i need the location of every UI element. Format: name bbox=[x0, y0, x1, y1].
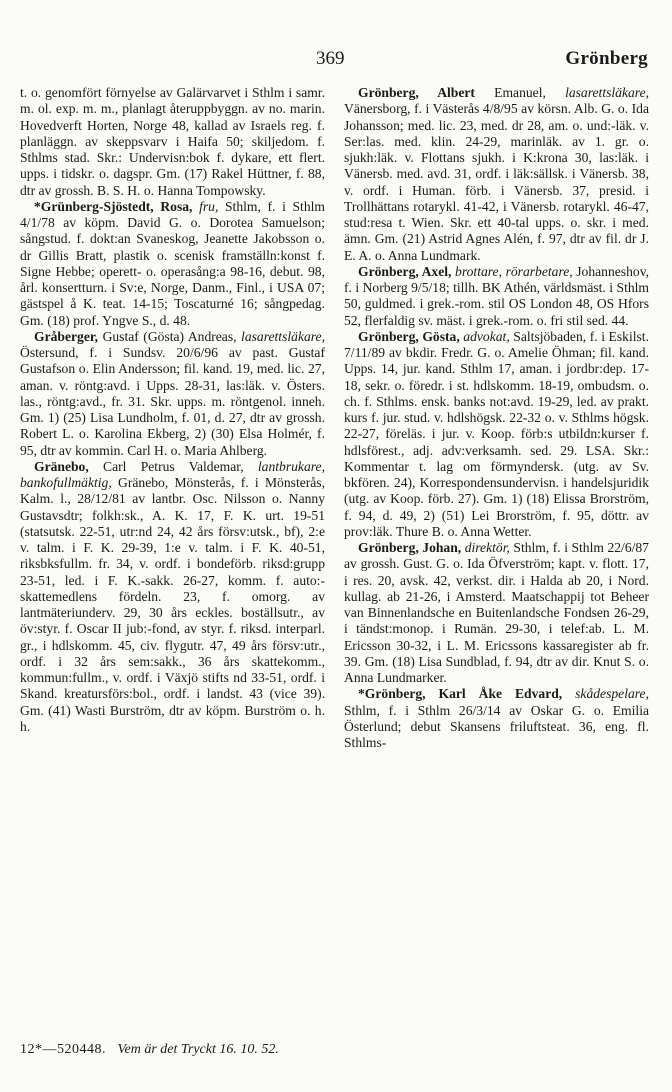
entry-given-names: Gustaf (Gösta) Andreas, bbox=[102, 328, 237, 344]
entry-name: Grönberg, Johan, bbox=[358, 540, 462, 555]
printer-signature: 12*—520448. bbox=[20, 1042, 106, 1057]
continuation-text: t. o. genomfört förnyelse av Galärvarvet i Sthlm i samr. m. ol. exp. m. m., planlagt återuppbyggn. av no. marin. Hovedverft Horten, Norge 48, kallad av Israels reg. f. planläggn. av skeppsvarv i Haifa 50; skiljedom. f. Sthlms stad. Skr.: Undervisn:bok f. dykare, ett flert. upps. i tidskr. o. dagspr. Gm. (17) Rakel Hüttner, f. 88, dtr av grossh. B. S. H. o. Hanna Tompowsky. bbox=[20, 85, 325, 198]
running-head: Grönberg bbox=[565, 48, 648, 69]
page-header bbox=[20, 48, 648, 72]
left-column bbox=[20, 85, 325, 735]
print-note: Vem är det Tryckt 16. 10. 52. bbox=[117, 1042, 279, 1057]
entry-granebo bbox=[20, 459, 325, 735]
entry-gronberg-gosta bbox=[344, 329, 649, 540]
entry-gronberg-albert bbox=[344, 85, 649, 264]
entry-gronberg-karl bbox=[344, 686, 649, 751]
entry-text: Johanneshov, f. i Norberg 9/5/18; tillh. BK Athén, världsmäst. i Sthlm 50, guldmed. i grek.-rom. stil OS London 48, OS Hfors 52, flerfaldig sv. mäst. i grek.-rom. o. fri stil sed. 44. bbox=[344, 263, 650, 328]
entry-name: Gråberger, bbox=[34, 328, 99, 344]
entry-title: lantbrukare, bankofullmäktig, bbox=[20, 458, 325, 490]
entry-title: lasarettsläkare, bbox=[241, 328, 325, 344]
entry-text: Sthlm, f. i Sthlm 4/1/78 av köpm. David G. o. Dorotea Samuelson; sångstud. f. dokt:an Svaneskog, Jeanette Jakobsson o. dr Gillis Bratt, plastik o. scenisk framställn:konst f. Signe Hebbe; operett- o. operasång:a 98-16, debut. 98, årl. konsertturn. i Sv:e, Norge, Danm., Finl., i USA 07; gästspel å K. teat. 14-15; Toscaturné 16; sångpedag. Gm. (18) prof. Yngve S., d. 48. bbox=[20, 198, 325, 328]
entry-name: *Grünberg-Sjöstedt, Rosa, bbox=[34, 198, 193, 214]
entry-text: Gränebo, Mönsterås, f. i Mönsterås, Kalm. l., 28/12/81 av lantbr. Osc. Nilsson o. Nanny Gustavsdtr; folkh:sk., A. K. 17, F. K. urt. 19-51 (statsutsk. 22-51, utr:nd 24, 42 års försv:utsk., bf), 2:e v. talm. i F. K. 29-39, 1:e v. talm. i F. K. 40-51, riksbksfullm. fr. 34, v. ordf. i bondeförb. riksd:grupp 23-51, led. i F. K.-sakk. 26-27, komm. f. auto:-skattemedlens fördeln. 23, f. omorg. av lantmäteriunderv. 29, 30 års eckles. boställsutr., av öv:styr. f. Oscar II jub:-fond, av styr. f. riksd. interparl. gr., i hdlskomm. 45, civ. flygutr. 47, 49 års försv:utr., ordf. i 32 års sem:sakk., 36 års skattekomm., kommun:fullm., v. ordf. i Växjö stifts nd 33-51, ordf. i Skand. kreatursförs:bol., ordf. i landst. 43 (vice 39). Gm. (41) Wasti Burström, dtr av köpm. Burström o. h. h. bbox=[20, 475, 325, 734]
entry-text: Sthlm, f. i Sthlm 26/3/14 av Oskar G. o. Emilia Österlund; debut Skansens friluftsteat. 36, eng. fl. Sthlms- bbox=[344, 702, 649, 750]
entry-graberger bbox=[20, 329, 325, 459]
entry-title: fru, bbox=[199, 198, 219, 214]
entry-title: lasarettsläkare, bbox=[565, 85, 650, 100]
entry-title: direktör, bbox=[464, 540, 510, 555]
entry-title: brottare, rörarbetare, bbox=[455, 263, 573, 279]
entry-title: advokat, bbox=[463, 328, 510, 344]
entry-gronberg-johan bbox=[344, 540, 649, 686]
entry-name: Gränebo, bbox=[34, 458, 89, 474]
entry-name: *Grönberg, bbox=[358, 686, 426, 702]
entry-gronberg-axel bbox=[344, 264, 649, 329]
entry-given-names: Emanuel, bbox=[494, 85, 546, 100]
page-footer bbox=[20, 1042, 648, 1058]
entry-text: Vänersborg, f. i Västerås 4/8/95 av körsn. Alb. G. o. Ida Johansson; med. lic. 23, med. dr 28, am. o. und:-läk. v. Ser:las. med. klin. 24-29, marinläk. av 1. gr. o. sjukh:läk. v. Flottans sjukh. i K:krona 30, las:läk. i Vänersb. med. avd. 31, ordf. i läk:sällsk. i Vänersb. 38, v. ordf. i Human. förb. i Vänersb. 37, presid. i Trollhättans rotarykl. 41-42, i Vänersb. rotarykl. 46-47, stud:resa t. Wien. Skr. ett 40-tal upps. o. skr. i med. ämn. Gm. (21) Astrid Agnes Alén, f. 97, dtr av fil. dr J. E. A. o. Anna Lundmark. bbox=[344, 101, 649, 263]
entry-text: Saltsjöbaden, f. i Eskilst. 7/11/89 av bkdir. Fredr. G. o. Amelie Öhman; fil. kand. Upps. 14, jur. kand. Sthlm 17, aman. i jordbr:dep. 17-18, sekr. o. föredr. i st. hdlskomm. 18-19, ombudsm. o. ch. f. Sthlms. ensk. banks not:avd. 19-29, led. av prakt. kurs f. jur. stud. v. hdlshögsk. 22-32 o. v. Sthlms högsk. 22-27, föreläs. i jur. v. Koop. förb:s utbildn:kurser f. hdlsförest., adj. adv:verksamh. sed. 29. LSA. Skr.: Kommentar t. lag om förmyndersk. (utg. av Sv. bkfören. 24), Korrespondensundervisn. i handelsjuridik (utg. av Koop. förb. 27). Gm. 1) (18) Elissa Brorström, f. 94, d. 49, 2) (51) Lei Brorström, f. 95, döttr. av prov:läk. Thure B. o. Anna Wetter. bbox=[344, 328, 649, 539]
entry-text: Östersund, f. i Sundsv. 20/6/96 av past. Gustaf Gustafson o. Elin Andersson; fil. kand. 19, med. lic. 27, aman. v. röntg:avd. i Upps. 28-31, las:läk. v. Östers. las., röntg:avd., fr. 31. Skr. upps. m. röntgenol. inneh. Gm. 1) (25) Lisa Lundholm, f. 01, d. 27, dtr av grossh. Robert L. o. Karolina Ekberg, 2) (30) Elsa Holmér, f. 95, dtr av kommin. Carl H. o. Maria Ahlberg. bbox=[20, 345, 325, 458]
entry-grunberg-sjostedt bbox=[20, 199, 325, 329]
entry-given-names: Karl Åke Edvard, bbox=[438, 686, 563, 702]
right-column bbox=[344, 85, 649, 751]
entry-given-names: Carl Petrus Valdemar, bbox=[103, 458, 244, 474]
entry-text: Sthlm, f. i Sthlm 22/6/87 av grossh. Gust. G. o. Ida Öfverström; kapt. v. flott. 17, i res. 20, avsk. 42, verkst. dir. i Halda ab 20, i Nord. kullag. ab 21-26, i Amsterd. Maatschappij tot Beheer van Binnenlandsche en Buitenlandsche Fondsen 26-29, i tändst:monop. i Rumän. 29-30, i telef:ab. L. M. Ericsson 30-32, i L. M. Ericssons kassaregister ab fr. 39. Gm. (18) Lisa Sundblad, f. 94, dtr av dir. Knut S. o. Anna Lundmarker. bbox=[344, 540, 649, 685]
entry-name: Grönberg, Gösta, bbox=[358, 328, 460, 344]
entry-name: Grönberg, Axel, bbox=[358, 263, 452, 279]
entry-title: skådespelare, bbox=[575, 686, 649, 702]
entry-name: Grönberg, Albert bbox=[358, 85, 475, 100]
page-number: 369 bbox=[316, 48, 345, 69]
